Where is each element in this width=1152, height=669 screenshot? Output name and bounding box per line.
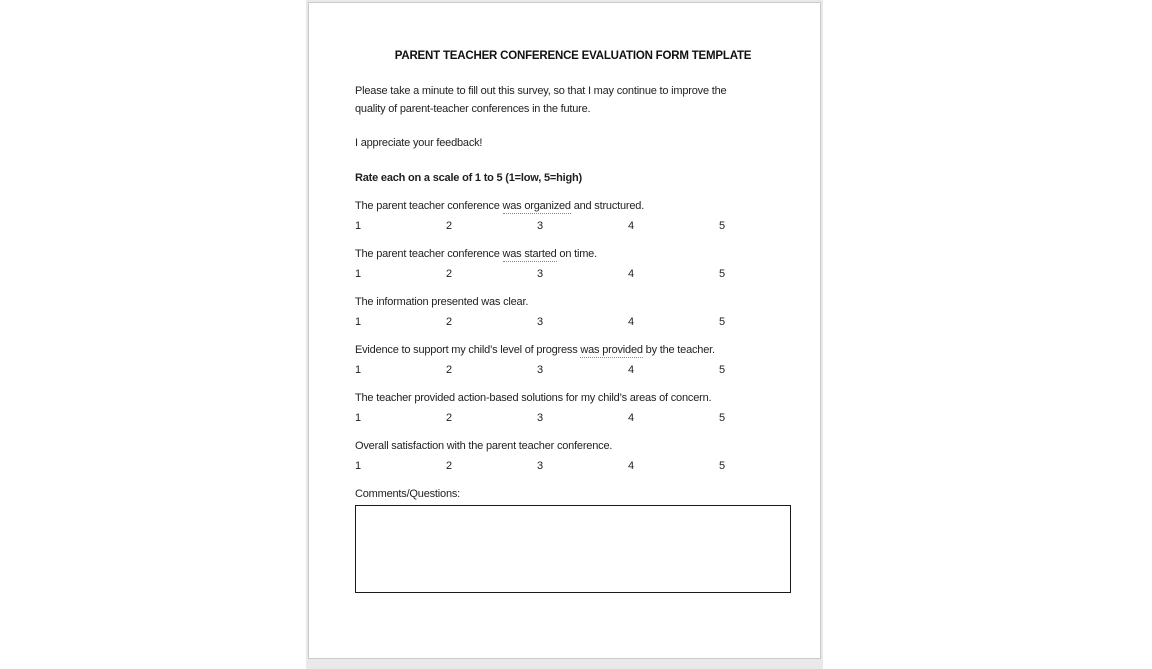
scale-option-1[interactable]: 1 — [355, 268, 361, 280]
scale-option-2[interactable]: 2 — [446, 364, 452, 376]
question-pre: Evidence to support my child’s level of progress — [355, 344, 581, 356]
comments-section — [355, 485, 791, 593]
scale-option-3[interactable]: 3 — [537, 412, 543, 424]
question-post: and structured. — [570, 200, 645, 212]
scale-option-5[interactable]: 5 — [719, 268, 725, 280]
scale-option-2[interactable]: 2 — [446, 460, 452, 472]
scale-option-1[interactable]: 1 — [355, 412, 361, 424]
question-block-1 — [355, 197, 791, 235]
rating-scale — [355, 265, 791, 283]
feedback-line: I appreciate your feedback! — [355, 137, 483, 149]
scale-option-4[interactable]: 4 — [628, 412, 634, 424]
page-content — [309, 3, 820, 593]
rating-scale — [355, 217, 791, 235]
scale-option-5[interactable]: 5 — [719, 316, 725, 328]
document-page — [308, 2, 821, 659]
scale-option-3[interactable]: 3 — [537, 220, 543, 232]
question-text — [355, 341, 791, 359]
scale-option-4[interactable]: 4 — [628, 364, 634, 376]
scale-option-5[interactable]: 5 — [719, 364, 725, 376]
rating-scale — [355, 313, 791, 331]
scale-option-1[interactable]: 1 — [355, 460, 361, 472]
scale-option-2[interactable]: 2 — [446, 268, 452, 280]
scale-option-5[interactable]: 5 — [719, 460, 725, 472]
question-text — [355, 245, 791, 263]
question-text — [355, 197, 791, 215]
question-block-2 — [355, 245, 791, 283]
page-title: PARENT TEACHER CONFERENCE EVALUATION FORM TEMPLATE — [394, 50, 752, 62]
scale-option-2[interactable]: 2 — [446, 412, 452, 424]
grammar-flagged-text: was provided — [580, 344, 643, 356]
grammar-flagged-text: was started — [502, 248, 557, 260]
scale-option-4[interactable]: 4 — [628, 316, 634, 328]
rating-scale — [355, 457, 791, 475]
question-block-3 — [355, 293, 791, 331]
scale-option-2[interactable]: 2 — [446, 316, 452, 328]
question-pre: The teacher provided action-based solutions for my child’s areas of concern. — [355, 392, 712, 404]
scale-option-4[interactable]: 4 — [628, 268, 634, 280]
scale-option-3[interactable]: 3 — [537, 364, 543, 376]
rating-instruction: Rate each on a scale of 1 to 5 (1=low, 5=high) — [355, 172, 582, 184]
intro-paragraph — [355, 82, 791, 118]
question-text — [355, 389, 791, 407]
question-text — [355, 293, 791, 311]
scale-option-3[interactable]: 3 — [537, 316, 543, 328]
question-post: on time. — [556, 248, 597, 260]
grammar-flagged-text: was organized — [502, 200, 571, 212]
scale-option-4[interactable]: 4 — [628, 460, 634, 472]
scale-option-1[interactable]: 1 — [355, 364, 361, 376]
question-text — [355, 437, 791, 455]
comments-label: Comments/Questions: — [355, 488, 461, 500]
question-pre: The parent teacher conference — [355, 200, 503, 212]
scale-option-1[interactable]: 1 — [355, 220, 361, 232]
scale-option-1[interactable]: 1 — [355, 316, 361, 328]
question-pre: Overall satisfaction with the parent teacher conference. — [355, 440, 613, 452]
question-block-4 — [355, 341, 791, 379]
question-pre: The information presented was clear. — [355, 296, 529, 308]
question-pre: The parent teacher conference — [355, 248, 503, 260]
scale-option-4[interactable]: 4 — [628, 220, 634, 232]
scale-option-3[interactable]: 3 — [537, 460, 543, 472]
question-block-5 — [355, 389, 791, 427]
scale-option-3[interactable]: 3 — [537, 268, 543, 280]
question-post: by the teacher. — [642, 344, 715, 356]
scale-option-2[interactable]: 2 — [446, 220, 452, 232]
intro-line-2: quality of parent-teacher conferences in the future. — [355, 103, 591, 115]
rating-scale — [355, 361, 791, 379]
question-block-6 — [355, 437, 791, 475]
scale-option-5[interactable]: 5 — [719, 220, 725, 232]
document-viewer — [306, 0, 823, 669]
comments-input-box[interactable] — [355, 505, 791, 593]
intro-line-1: Please take a minute to fill out this survey, so that I may continue to improve the — [355, 85, 727, 97]
rating-scale — [355, 409, 791, 427]
scale-option-5[interactable]: 5 — [719, 412, 725, 424]
